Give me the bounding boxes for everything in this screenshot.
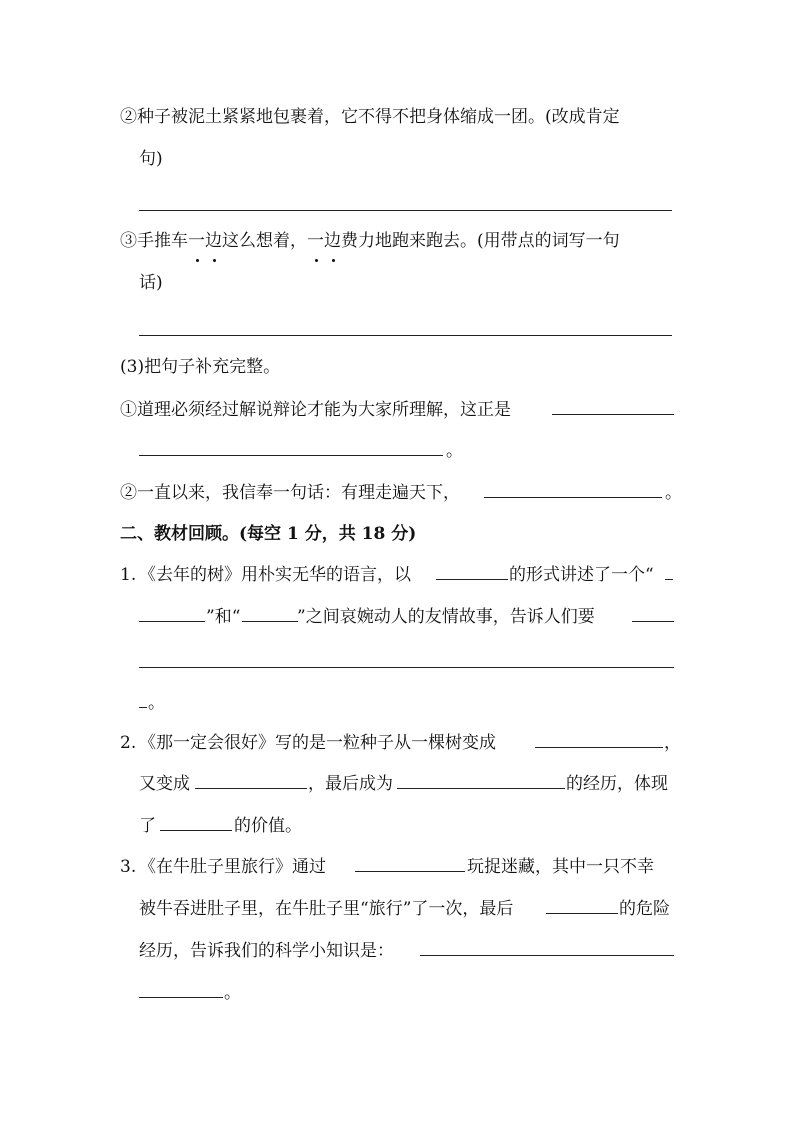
dotted-char: 边 [205, 226, 222, 256]
section-3-title: (3)把句子补充完整。 [120, 357, 281, 377]
item-1-number: 1. [120, 565, 137, 585]
blank-1-2b[interactable] [139, 620, 205, 622]
item-1-text-d: ”之间哀婉动人的友情故事，告诉人们要 [297, 607, 595, 627]
dotted-char: 一 [188, 226, 205, 256]
section-3-item-2-line [0, 478, 793, 508]
dotted-char: 边 [324, 226, 341, 256]
period: 。 [148, 693, 165, 713]
item-2-text-e: 了 [139, 816, 156, 836]
question-3-line-1 [0, 226, 793, 256]
period: 。 [224, 983, 241, 1003]
blank-1-4b[interactable] [139, 667, 674, 668]
question-2-line-1 [0, 102, 793, 132]
item-3-text-d: 的危险 [619, 899, 670, 919]
answer-line-q3[interactable] [139, 335, 672, 336]
section-3-item-2: ②一直以来，我信奉一句话：有理走遍天下， [120, 483, 460, 503]
section-3-title-line [0, 352, 793, 382]
blank-3-1a[interactable] [552, 413, 674, 415]
item-3-text-c: 被牛吞进肚子里，在牛肚子里“旅行”了一次，最后 [139, 899, 514, 919]
item-2-line-3 [0, 811, 793, 841]
item-3-text-e: 经历，告诉我们的科学小知识是： [139, 941, 394, 961]
item-3-text-a: 《在牛肚子里旅行》通过 [139, 857, 326, 877]
item-1-line-1 [0, 560, 793, 590]
item-2-line-1 [0, 728, 793, 758]
item-2-text-d: 的经历，体现 [566, 774, 668, 794]
question-3-lead: ③手推车 [120, 231, 188, 251]
question-3-rest: 费力地跑来跑去。(用带点的词写一句 [341, 231, 620, 251]
item-1-line-2 [0, 602, 793, 632]
section-3-item-1: ①道理必须经过解说辩论才能为大家所理解，这正是 [120, 400, 511, 420]
question-3-text [120, 226, 620, 256]
blank-3-item-3b[interactable] [139, 996, 223, 998]
blank-1-1[interactable] [436, 578, 508, 580]
question-3-text-cont: 话) [139, 273, 163, 293]
item-3-number: 3. [120, 857, 137, 877]
blank-2-3[interactable] [397, 787, 565, 789]
section-3-item-1-line [0, 395, 793, 425]
period: 。 [665, 483, 682, 503]
blank-3-2[interactable] [484, 496, 662, 498]
question-2-line-2 [0, 144, 793, 174]
section-2-title-line [0, 519, 793, 549]
section-3-item-1-cont [0, 436, 793, 466]
item-1-text-a: 《去年的树》用朴实无华的语言，以 [139, 565, 411, 585]
item-2-text-b: 又变成 [139, 774, 190, 794]
question-3-mid: 这么想着， [222, 231, 307, 251]
item-3-line-3 [0, 936, 793, 966]
blank-1-4c[interactable] [139, 706, 147, 708]
blank-2-2[interactable] [195, 787, 307, 789]
item-1-line-4 [0, 688, 793, 718]
question-2-text: ②种子被泥土紧紧地包裹着，它不得不把身体缩成一团。(改成肯定 [120, 107, 620, 127]
item-2-text-a: 《那一定会很好》写的是一粒种子从一棵树变成 [139, 733, 496, 753]
blank-3-item-2[interactable] [546, 912, 618, 914]
blank-3-item-1[interactable] [355, 870, 465, 872]
dotted-char: 一 [307, 226, 324, 256]
comma: ， [664, 733, 681, 753]
item-2-line-2 [0, 769, 793, 799]
item-3-text-b: 玩捉迷藏，其中一只不幸 [467, 857, 654, 877]
section-2-title: 二、教材回顾。(每空 1 分，共 18 分) [120, 524, 417, 544]
blank-1-2a[interactable] [665, 578, 673, 580]
blank-2-1[interactable] [535, 746, 663, 748]
answer-line-q2[interactable] [139, 210, 672, 211]
blank-3-item-3a[interactable] [420, 954, 674, 956]
blank-1-4a[interactable] [632, 620, 674, 622]
item-2-text-c: ，最后成为 [308, 774, 393, 794]
question-3-line-2 [0, 268, 793, 298]
blank-3-1b[interactable] [139, 454, 443, 456]
blank-2-4[interactable] [160, 829, 232, 831]
item-2-number: 2. [120, 733, 137, 753]
blank-1-3[interactable] [242, 620, 298, 622]
period: 。 [446, 441, 463, 461]
item-1-text-c: ”和“ [206, 607, 241, 627]
item-1-text-b: 的形式讲述了一个“ [509, 565, 654, 585]
item-3-line-1 [0, 852, 793, 882]
item-3-line-2 [0, 894, 793, 924]
item-3-line-4 [0, 978, 793, 1008]
question-2-text-cont: 句) [139, 149, 163, 169]
item-2-text-f: 的价值。 [234, 816, 302, 836]
